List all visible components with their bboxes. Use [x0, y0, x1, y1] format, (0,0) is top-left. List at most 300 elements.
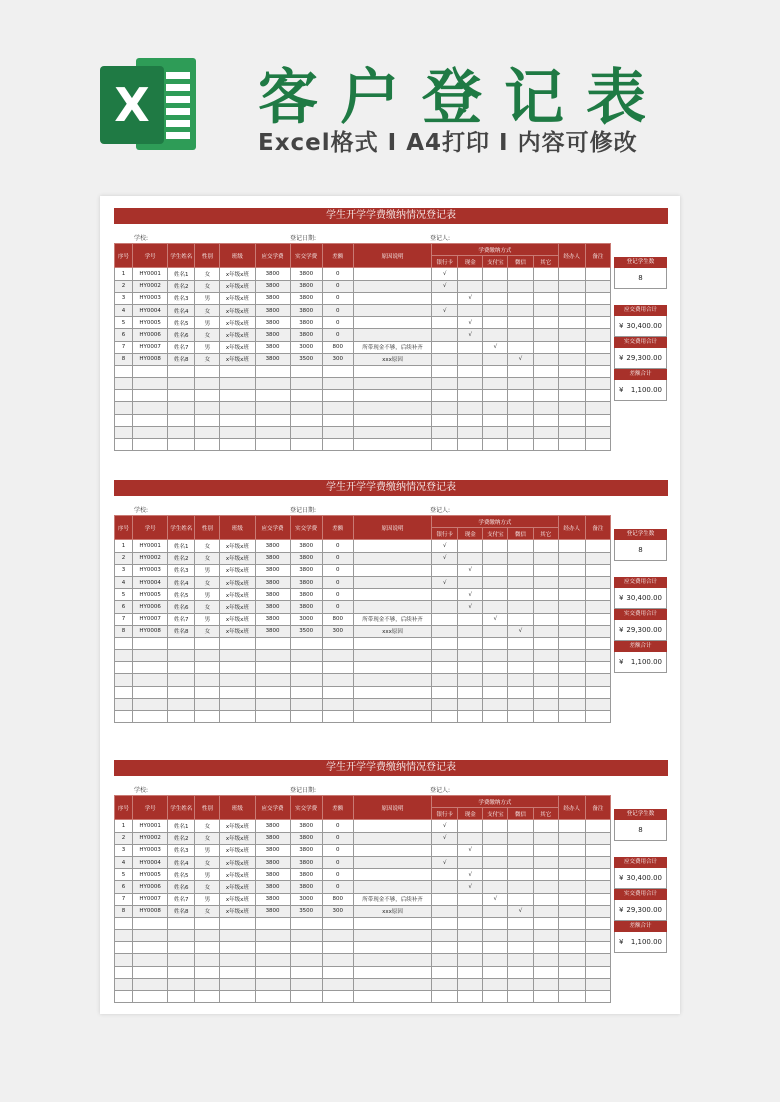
cell-due[interactable]: 3800 — [255, 280, 290, 292]
empty-cell[interactable] — [432, 978, 458, 990]
check-mark-icon[interactable]: √ — [508, 625, 533, 637]
empty-cell[interactable] — [353, 650, 431, 662]
empty-cell[interactable] — [133, 674, 168, 686]
empty-cell[interactable] — [353, 711, 431, 723]
cell-method[interactable] — [483, 589, 508, 601]
empty-cell[interactable] — [508, 365, 533, 377]
empty-cell[interactable] — [585, 966, 610, 978]
cell-due[interactable]: 3800 — [255, 540, 290, 552]
cell-due[interactable]: 3800 — [255, 564, 290, 576]
empty-cell[interactable] — [558, 378, 585, 390]
empty-cell[interactable] — [290, 966, 322, 978]
cell-name[interactable]: 姓名5 — [168, 317, 195, 329]
empty-cell[interactable] — [533, 917, 558, 929]
cell-note[interactable] — [585, 564, 610, 576]
empty-cell[interactable] — [483, 698, 508, 710]
empty-cell[interactable] — [115, 402, 133, 414]
cell-due[interactable]: 3800 — [255, 589, 290, 601]
cell-method[interactable] — [432, 292, 458, 304]
empty-cell[interactable] — [483, 942, 508, 954]
cell-class[interactable]: x年级x班 — [220, 304, 255, 316]
empty-cell[interactable] — [508, 662, 533, 674]
empty-cell[interactable] — [508, 674, 533, 686]
cell-class[interactable]: x年级x班 — [220, 589, 255, 601]
cell-method[interactable] — [432, 869, 458, 881]
cell-handler[interactable] — [558, 589, 585, 601]
empty-cell[interactable] — [353, 698, 431, 710]
cell-name[interactable]: 姓名7 — [168, 341, 195, 353]
cell-handler[interactable] — [558, 304, 585, 316]
cell-paid[interactable]: 3800 — [290, 881, 322, 893]
cell-id[interactable]: HY0002 — [133, 832, 168, 844]
empty-cell[interactable] — [255, 378, 290, 390]
cell-seq[interactable]: 2 — [115, 280, 133, 292]
empty-cell[interactable] — [195, 991, 220, 1003]
cell-seq[interactable]: 5 — [115, 869, 133, 881]
cell-diff[interactable]: 0 — [322, 820, 353, 832]
empty-cell[interactable] — [115, 954, 133, 966]
cell-method[interactable] — [533, 844, 558, 856]
empty-cell[interactable] — [220, 966, 255, 978]
cell-seq[interactable]: 3 — [115, 844, 133, 856]
cell-diff[interactable]: 300 — [322, 625, 353, 637]
cell-diff[interactable]: 800 — [322, 341, 353, 353]
check-mark-icon[interactable]: √ — [458, 869, 483, 881]
cell-diff[interactable]: 0 — [322, 589, 353, 601]
cell-name[interactable]: 姓名4 — [168, 856, 195, 868]
empty-cell[interactable] — [115, 426, 133, 438]
cell-paid[interactable]: 3800 — [290, 589, 322, 601]
cell-reason[interactable] — [353, 280, 431, 292]
cell-method[interactable] — [508, 564, 533, 576]
cell-seq[interactable]: 3 — [115, 564, 133, 576]
empty-cell[interactable] — [220, 439, 255, 451]
empty-cell[interactable] — [115, 674, 133, 686]
empty-cell[interactable] — [133, 402, 168, 414]
cell-method[interactable] — [458, 353, 483, 365]
cell-reason[interactable]: 所带现金不够，后续补齐 — [353, 613, 431, 625]
empty-cell[interactable] — [168, 439, 195, 451]
cell-handler[interactable] — [558, 625, 585, 637]
check-mark-icon[interactable]: √ — [483, 893, 508, 905]
empty-cell[interactable] — [508, 991, 533, 1003]
empty-cell[interactable] — [322, 930, 353, 942]
cell-gender[interactable]: 男 — [195, 893, 220, 905]
cell-reason[interactable] — [353, 576, 431, 588]
empty-cell[interactable] — [458, 674, 483, 686]
cell-seq[interactable]: 6 — [115, 329, 133, 341]
cell-gender[interactable]: 男 — [195, 292, 220, 304]
cell-gender[interactable]: 女 — [195, 304, 220, 316]
empty-cell[interactable] — [133, 650, 168, 662]
cell-diff[interactable]: 0 — [322, 552, 353, 564]
empty-cell[interactable] — [533, 426, 558, 438]
empty-cell[interactable] — [195, 942, 220, 954]
empty-cell[interactable] — [133, 426, 168, 438]
empty-cell[interactable] — [458, 414, 483, 426]
cell-due[interactable]: 3800 — [255, 268, 290, 280]
cell-diff[interactable]: 0 — [322, 564, 353, 576]
empty-cell[interactable] — [585, 978, 610, 990]
empty-cell[interactable] — [168, 426, 195, 438]
empty-cell[interactable] — [558, 917, 585, 929]
empty-cell[interactable] — [195, 674, 220, 686]
empty-cell[interactable] — [115, 698, 133, 710]
cell-note[interactable] — [585, 625, 610, 637]
empty-cell[interactable] — [483, 414, 508, 426]
cell-method[interactable] — [533, 832, 558, 844]
cell-name[interactable]: 姓名4 — [168, 304, 195, 316]
empty-cell[interactable] — [322, 650, 353, 662]
check-mark-icon[interactable]: √ — [432, 304, 458, 316]
cell-due[interactable]: 3800 — [255, 820, 290, 832]
cell-method[interactable] — [432, 893, 458, 905]
cell-method[interactable] — [483, 832, 508, 844]
cell-method[interactable] — [432, 353, 458, 365]
check-mark-icon[interactable]: √ — [432, 268, 458, 280]
empty-cell[interactable] — [432, 930, 458, 942]
empty-cell[interactable] — [432, 711, 458, 723]
cell-handler[interactable] — [558, 601, 585, 613]
empty-cell[interactable] — [133, 711, 168, 723]
cell-note[interactable] — [585, 552, 610, 564]
empty-cell[interactable] — [458, 365, 483, 377]
cell-handler[interactable] — [558, 280, 585, 292]
empty-cell[interactable] — [558, 637, 585, 649]
cell-class[interactable]: x年级x班 — [220, 353, 255, 365]
empty-cell[interactable] — [115, 365, 133, 377]
empty-cell[interactable] — [322, 978, 353, 990]
cell-method[interactable] — [533, 905, 558, 917]
cell-seq[interactable]: 8 — [115, 905, 133, 917]
cell-method[interactable] — [533, 820, 558, 832]
cell-method[interactable] — [483, 869, 508, 881]
empty-cell[interactable] — [290, 662, 322, 674]
empty-cell[interactable] — [220, 390, 255, 402]
check-mark-icon[interactable]: √ — [458, 844, 483, 856]
empty-cell[interactable] — [168, 686, 195, 698]
cell-name[interactable]: 姓名3 — [168, 292, 195, 304]
empty-cell[interactable] — [133, 686, 168, 698]
cell-paid[interactable]: 3800 — [290, 856, 322, 868]
cell-method[interactable] — [458, 613, 483, 625]
empty-cell[interactable] — [353, 942, 431, 954]
cell-id[interactable]: HY0007 — [133, 893, 168, 905]
cell-paid[interactable]: 3800 — [290, 292, 322, 304]
cell-note[interactable] — [585, 881, 610, 893]
empty-cell[interactable] — [483, 978, 508, 990]
check-mark-icon[interactable]: √ — [432, 576, 458, 588]
empty-cell[interactable] — [195, 686, 220, 698]
cell-handler[interactable] — [558, 329, 585, 341]
empty-cell[interactable] — [458, 662, 483, 674]
empty-cell[interactable] — [558, 426, 585, 438]
cell-method[interactable] — [458, 341, 483, 353]
cell-method[interactable] — [483, 280, 508, 292]
cell-due[interactable]: 3800 — [255, 832, 290, 844]
empty-cell[interactable] — [458, 402, 483, 414]
cell-handler[interactable] — [558, 869, 585, 881]
cell-reason[interactable] — [353, 820, 431, 832]
empty-cell[interactable] — [558, 662, 585, 674]
empty-cell[interactable] — [220, 917, 255, 929]
empty-cell[interactable] — [585, 686, 610, 698]
cell-seq[interactable]: 4 — [115, 576, 133, 588]
empty-cell[interactable] — [483, 378, 508, 390]
cell-seq[interactable]: 1 — [115, 540, 133, 552]
empty-cell[interactable] — [322, 426, 353, 438]
empty-cell[interactable] — [220, 942, 255, 954]
cell-due[interactable]: 3800 — [255, 869, 290, 881]
cell-id[interactable]: HY0004 — [133, 856, 168, 868]
empty-cell[interactable] — [133, 365, 168, 377]
cell-id[interactable]: HY0001 — [133, 540, 168, 552]
check-mark-icon[interactable]: √ — [432, 856, 458, 868]
empty-cell[interactable] — [168, 930, 195, 942]
empty-cell[interactable] — [432, 942, 458, 954]
empty-cell[interactable] — [168, 365, 195, 377]
check-mark-icon[interactable]: √ — [508, 905, 533, 917]
cell-due[interactable]: 3800 — [255, 893, 290, 905]
cell-name[interactable]: 姓名1 — [168, 540, 195, 552]
empty-cell[interactable] — [290, 414, 322, 426]
cell-paid[interactable]: 3800 — [290, 552, 322, 564]
cell-paid[interactable]: 3800 — [290, 869, 322, 881]
cell-seq[interactable]: 6 — [115, 881, 133, 893]
check-mark-icon[interactable]: √ — [508, 353, 533, 365]
empty-cell[interactable] — [558, 966, 585, 978]
empty-cell[interactable] — [255, 698, 290, 710]
empty-cell[interactable] — [508, 930, 533, 942]
cell-method[interactable] — [533, 280, 558, 292]
cell-name[interactable]: 姓名2 — [168, 280, 195, 292]
cell-name[interactable]: 姓名2 — [168, 832, 195, 844]
empty-cell[interactable] — [508, 686, 533, 698]
cell-gender[interactable]: 女 — [195, 601, 220, 613]
empty-cell[interactable] — [290, 650, 322, 662]
empty-cell[interactable] — [483, 402, 508, 414]
empty-cell[interactable] — [533, 686, 558, 698]
cell-due[interactable]: 3800 — [255, 304, 290, 316]
cell-diff[interactable]: 0 — [322, 280, 353, 292]
cell-diff[interactable]: 0 — [322, 832, 353, 844]
empty-cell[interactable] — [353, 365, 431, 377]
cell-method[interactable] — [483, 844, 508, 856]
empty-cell[interactable] — [322, 917, 353, 929]
empty-cell[interactable] — [168, 378, 195, 390]
empty-cell[interactable] — [290, 686, 322, 698]
cell-gender[interactable]: 女 — [195, 280, 220, 292]
cell-method[interactable] — [483, 564, 508, 576]
cell-method[interactable] — [508, 601, 533, 613]
cell-due[interactable]: 3800 — [255, 552, 290, 564]
cell-diff[interactable]: 0 — [322, 881, 353, 893]
cell-diff[interactable]: 0 — [322, 576, 353, 588]
cell-due[interactable]: 3800 — [255, 844, 290, 856]
empty-cell[interactable] — [322, 711, 353, 723]
empty-cell[interactable] — [533, 991, 558, 1003]
cell-reason[interactable] — [353, 304, 431, 316]
cell-gender[interactable]: 女 — [195, 905, 220, 917]
cell-class[interactable]: x年级x班 — [220, 540, 255, 552]
empty-cell[interactable] — [255, 966, 290, 978]
cell-handler[interactable] — [558, 268, 585, 280]
empty-cell[interactable] — [255, 414, 290, 426]
check-mark-icon[interactable]: √ — [432, 552, 458, 564]
empty-cell[interactable] — [290, 674, 322, 686]
cell-paid[interactable]: 3800 — [290, 832, 322, 844]
empty-cell[interactable] — [322, 662, 353, 674]
cell-paid[interactable]: 3800 — [290, 268, 322, 280]
empty-cell[interactable] — [558, 674, 585, 686]
empty-cell[interactable] — [168, 414, 195, 426]
empty-cell[interactable] — [115, 414, 133, 426]
empty-cell[interactable] — [533, 390, 558, 402]
empty-cell[interactable] — [133, 414, 168, 426]
empty-cell[interactable] — [353, 390, 431, 402]
empty-cell[interactable] — [220, 637, 255, 649]
cell-seq[interactable]: 7 — [115, 893, 133, 905]
cell-method[interactable] — [508, 869, 533, 881]
cell-note[interactable] — [585, 304, 610, 316]
empty-cell[interactable] — [195, 698, 220, 710]
empty-cell[interactable] — [322, 365, 353, 377]
cell-reason[interactable] — [353, 317, 431, 329]
empty-cell[interactable] — [432, 966, 458, 978]
cell-method[interactable] — [432, 589, 458, 601]
empty-cell[interactable] — [220, 426, 255, 438]
cell-diff[interactable]: 300 — [322, 353, 353, 365]
cell-method[interactable] — [458, 552, 483, 564]
empty-cell[interactable] — [585, 365, 610, 377]
cell-name[interactable]: 姓名6 — [168, 329, 195, 341]
empty-cell[interactable] — [458, 930, 483, 942]
empty-cell[interactable] — [220, 991, 255, 1003]
cell-gender[interactable]: 女 — [195, 576, 220, 588]
cell-method[interactable] — [533, 613, 558, 625]
cell-paid[interactable]: 3800 — [290, 317, 322, 329]
cell-method[interactable] — [432, 341, 458, 353]
empty-cell[interactable] — [115, 637, 133, 649]
cell-method[interactable] — [483, 317, 508, 329]
cell-note[interactable] — [585, 353, 610, 365]
cell-reason[interactable] — [353, 329, 431, 341]
cell-gender[interactable]: 女 — [195, 832, 220, 844]
empty-cell[interactable] — [115, 390, 133, 402]
cell-seq[interactable]: 3 — [115, 292, 133, 304]
cell-name[interactable]: 姓名3 — [168, 564, 195, 576]
cell-method[interactable] — [508, 268, 533, 280]
empty-cell[interactable] — [458, 637, 483, 649]
empty-cell[interactable] — [533, 650, 558, 662]
cell-note[interactable] — [585, 820, 610, 832]
empty-cell[interactable] — [353, 402, 431, 414]
cell-id[interactable]: HY0006 — [133, 329, 168, 341]
check-mark-icon[interactable]: √ — [432, 540, 458, 552]
empty-cell[interactable] — [483, 686, 508, 698]
cell-method[interactable] — [483, 552, 508, 564]
cell-note[interactable] — [585, 905, 610, 917]
empty-cell[interactable] — [558, 978, 585, 990]
cell-id[interactable]: HY0005 — [133, 317, 168, 329]
empty-cell[interactable] — [168, 662, 195, 674]
empty-cell[interactable] — [168, 698, 195, 710]
empty-cell[interactable] — [458, 711, 483, 723]
check-mark-icon[interactable]: √ — [458, 329, 483, 341]
empty-cell[interactable] — [558, 414, 585, 426]
empty-cell[interactable] — [195, 711, 220, 723]
empty-cell[interactable] — [558, 954, 585, 966]
empty-cell[interactable] — [195, 378, 220, 390]
empty-cell[interactable] — [508, 711, 533, 723]
cell-method[interactable] — [483, 881, 508, 893]
cell-id[interactable]: HY0005 — [133, 869, 168, 881]
cell-name[interactable]: 姓名5 — [168, 589, 195, 601]
cell-method[interactable] — [483, 304, 508, 316]
cell-paid[interactable]: 3000 — [290, 341, 322, 353]
empty-cell[interactable] — [558, 991, 585, 1003]
empty-cell[interactable] — [585, 954, 610, 966]
empty-cell[interactable] — [458, 966, 483, 978]
empty-cell[interactable] — [115, 917, 133, 929]
cell-method[interactable] — [533, 317, 558, 329]
empty-cell[interactable] — [558, 711, 585, 723]
empty-cell[interactable] — [290, 402, 322, 414]
empty-cell[interactable] — [168, 711, 195, 723]
empty-cell[interactable] — [458, 426, 483, 438]
cell-method[interactable] — [508, 589, 533, 601]
cell-reason[interactable]: xxx原因 — [353, 625, 431, 637]
empty-cell[interactable] — [195, 414, 220, 426]
cell-due[interactable]: 3800 — [255, 317, 290, 329]
empty-cell[interactable] — [220, 698, 255, 710]
empty-cell[interactable] — [353, 426, 431, 438]
cell-note[interactable] — [585, 540, 610, 552]
empty-cell[interactable] — [353, 917, 431, 929]
cell-method[interactable] — [483, 820, 508, 832]
cell-diff[interactable]: 0 — [322, 329, 353, 341]
cell-method[interactable] — [533, 881, 558, 893]
empty-cell[interactable] — [533, 978, 558, 990]
empty-cell[interactable] — [322, 390, 353, 402]
empty-cell[interactable] — [558, 942, 585, 954]
cell-note[interactable] — [585, 601, 610, 613]
empty-cell[interactable] — [483, 966, 508, 978]
cell-method[interactable] — [533, 353, 558, 365]
empty-cell[interactable] — [533, 402, 558, 414]
cell-due[interactable]: 3800 — [255, 292, 290, 304]
cell-note[interactable] — [585, 292, 610, 304]
cell-method[interactable] — [508, 893, 533, 905]
empty-cell[interactable] — [353, 637, 431, 649]
cell-method[interactable] — [483, 856, 508, 868]
cell-note[interactable] — [585, 341, 610, 353]
cell-handler[interactable] — [558, 893, 585, 905]
cell-method[interactable] — [533, 869, 558, 881]
empty-cell[interactable] — [483, 674, 508, 686]
empty-cell[interactable] — [432, 390, 458, 402]
empty-cell[interactable] — [353, 662, 431, 674]
cell-method[interactable] — [533, 329, 558, 341]
cell-id[interactable]: HY0006 — [133, 881, 168, 893]
cell-class[interactable]: x年级x班 — [220, 552, 255, 564]
empty-cell[interactable] — [115, 991, 133, 1003]
empty-cell[interactable] — [533, 698, 558, 710]
empty-cell[interactable] — [585, 637, 610, 649]
cell-method[interactable] — [483, 329, 508, 341]
cell-reason[interactable]: xxx原因 — [353, 905, 431, 917]
empty-cell[interactable] — [255, 942, 290, 954]
